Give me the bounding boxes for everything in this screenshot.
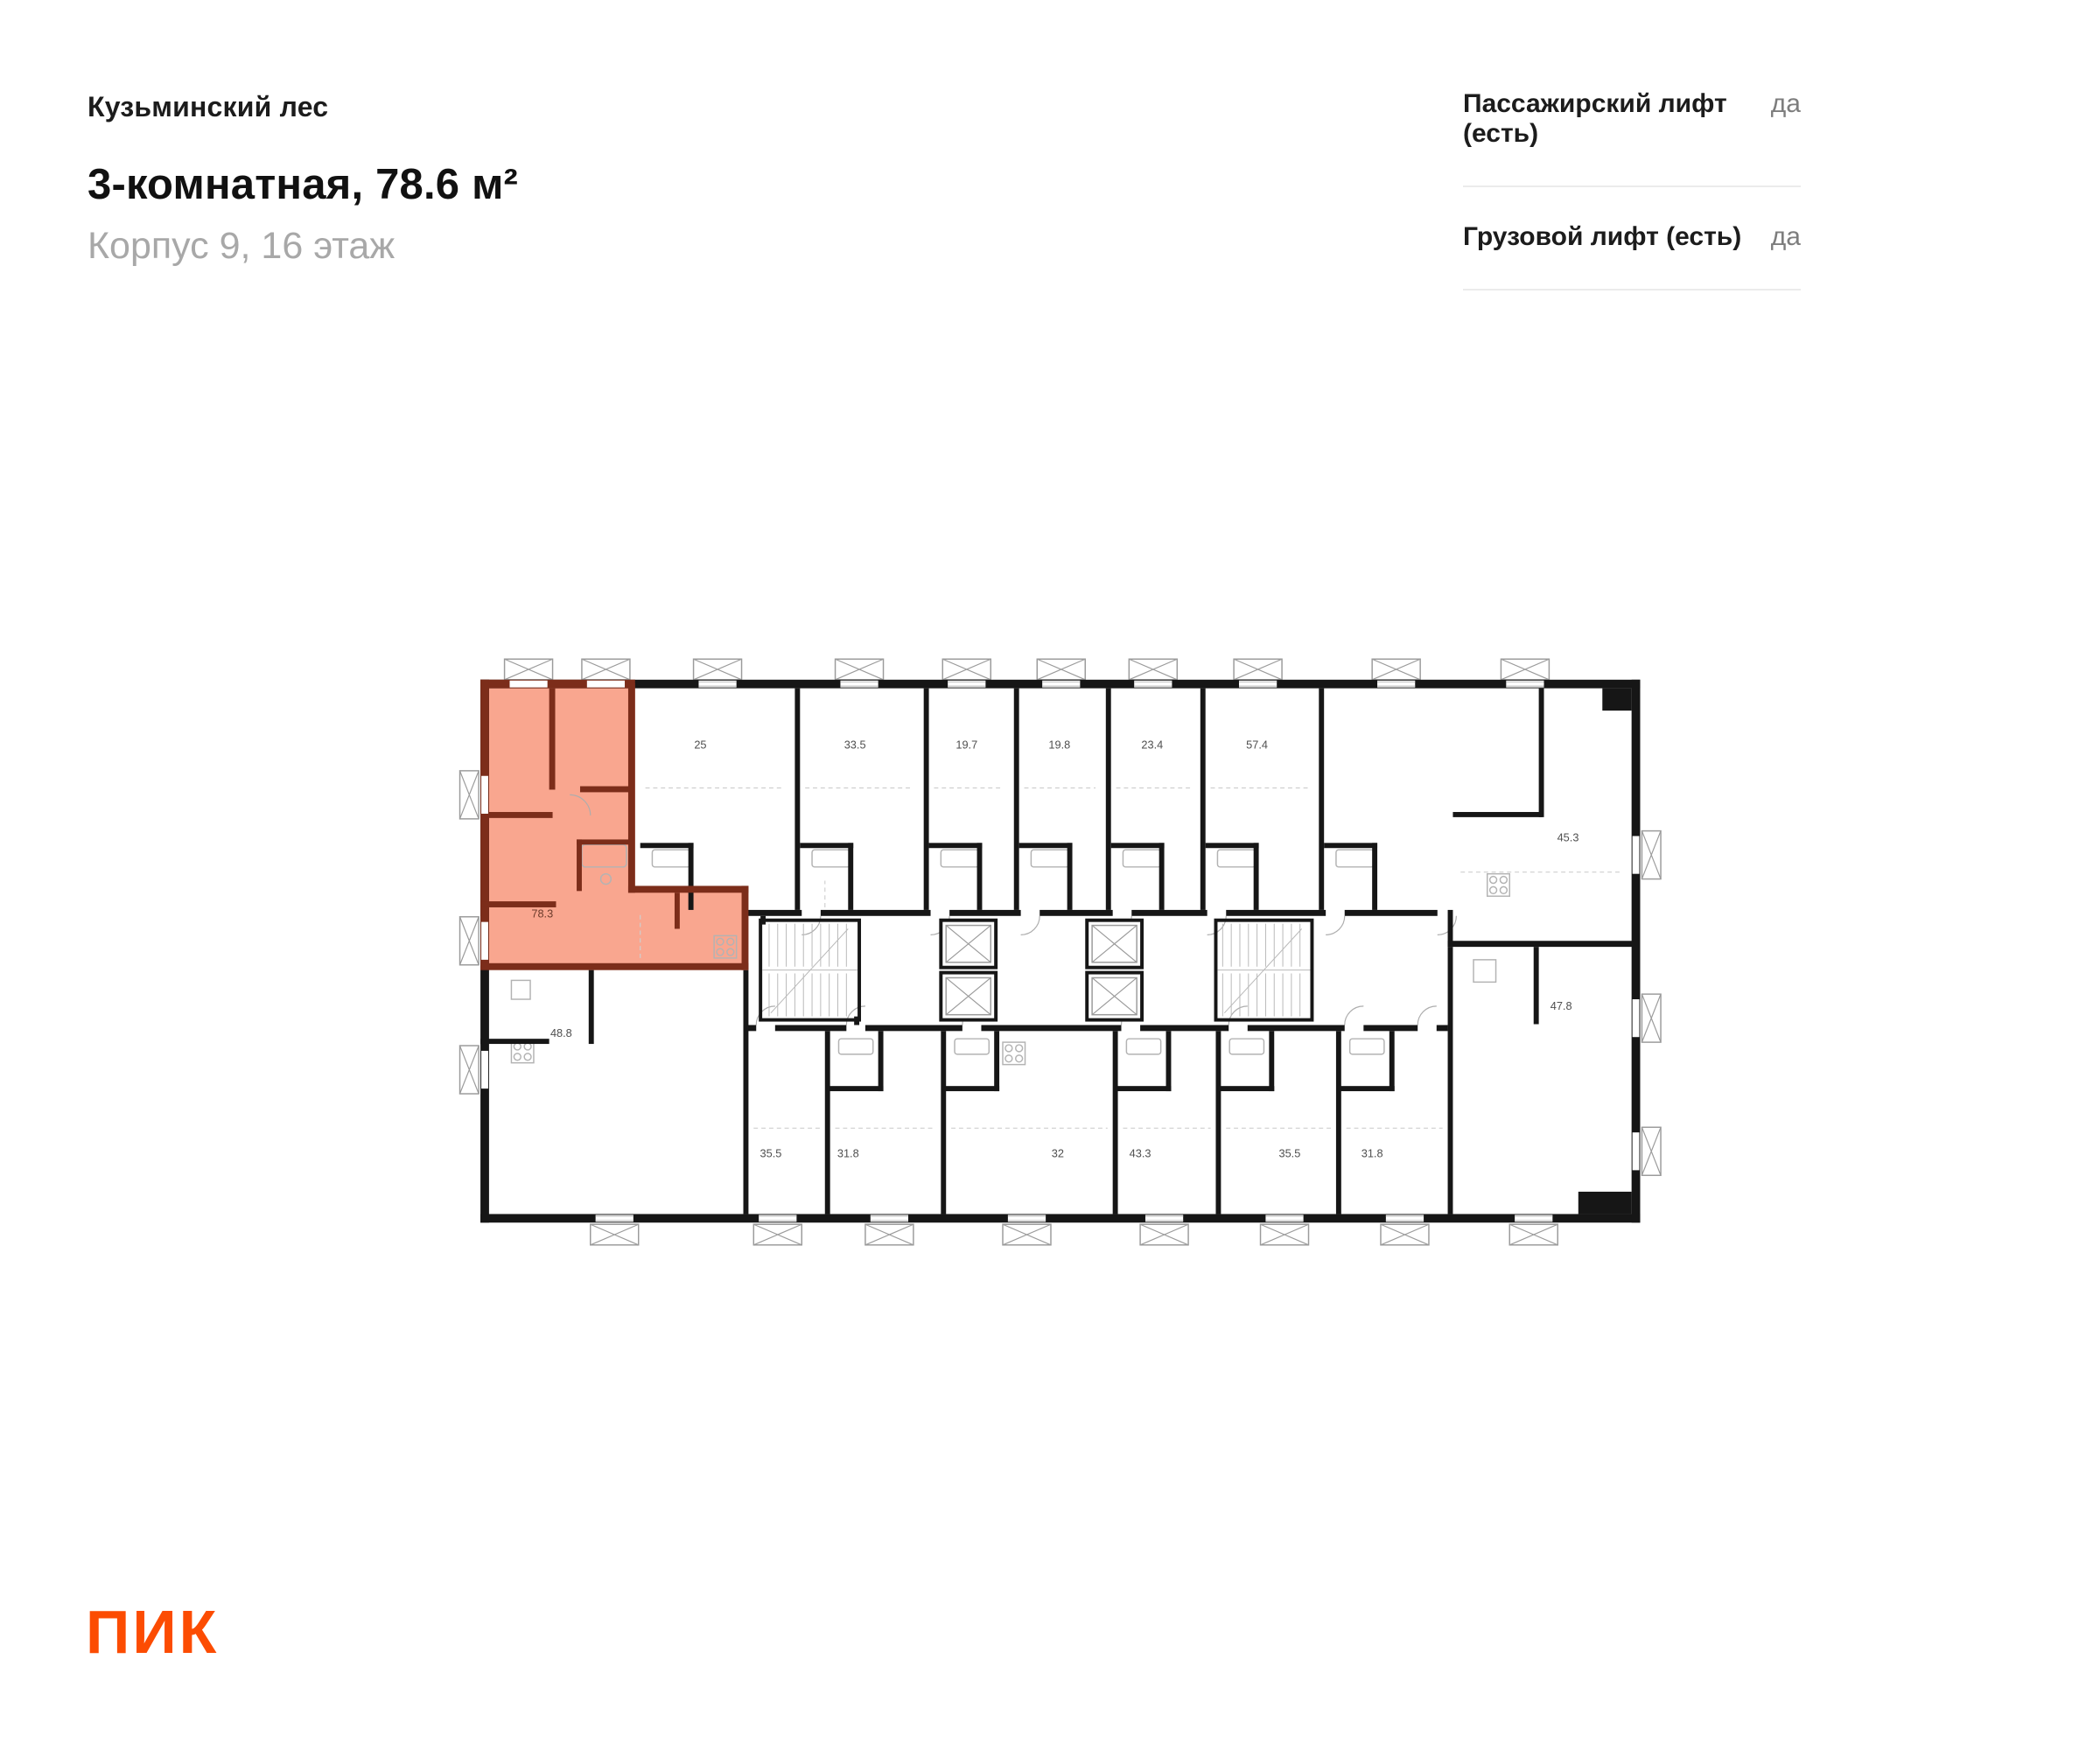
spec-value: да [1770, 89, 1801, 118]
unit-area-label: 19.8 [1048, 738, 1071, 752]
unit-area-label: 32 [1051, 1146, 1064, 1160]
project-name: Кузьминский лес [88, 91, 329, 122]
elevator-shaft [941, 973, 996, 1020]
page-header [88, 91, 518, 268]
page-subtitle: Корпус 9, 16 этаж [88, 225, 396, 267]
unit-area-label: 47.8 [1550, 998, 1572, 1012]
lift-specs [1463, 89, 1801, 290]
elevator-shafts [941, 920, 1142, 1020]
unit-area-label: 19.7 [956, 738, 978, 752]
elevator-shaft [1087, 920, 1142, 968]
unit-area-label: 57.4 [1246, 738, 1269, 752]
unit-area-label: 33.5 [844, 738, 866, 752]
unit-area-label: 35.5 [760, 1146, 782, 1160]
spec-label: Пассажирский лифт (есть) [1463, 89, 1727, 148]
highlighted-area-label: 78.3 [531, 906, 554, 920]
spec-row-passenger-lift [1463, 89, 1801, 187]
unit-area-label: 35.5 [1278, 1146, 1301, 1160]
unit-area-label: 31.8 [836, 1146, 859, 1160]
floor-plan-svg [438, 651, 1662, 1255]
page-title: 3-комнатная, 78.6 м² [88, 161, 519, 208]
unit-area-label: 23.4 [1141, 738, 1164, 752]
staircase-left [760, 920, 859, 1020]
elevator-shaft [1087, 973, 1142, 1020]
elevator-shaft [941, 920, 996, 968]
spec-label: Грузовой лифт (есть) [1463, 222, 1742, 251]
spec-value: да [1770, 222, 1801, 251]
highlighted-apartment[interactable] [480, 680, 748, 970]
unit-area-label: 43.3 [1129, 1146, 1152, 1160]
floor-plan [438, 651, 1662, 1255]
unit-area-label: 31.8 [1361, 1146, 1383, 1160]
spec-row-cargo-lift [1463, 187, 1801, 290]
unit-area-label: 48.8 [550, 1026, 572, 1040]
unit-area-label: 25 [694, 738, 707, 752]
staircase-right [1215, 920, 1312, 1020]
pik-logo[interactable]: ПИК [86, 1598, 220, 1666]
unit-area-label: 45.3 [1557, 830, 1579, 844]
